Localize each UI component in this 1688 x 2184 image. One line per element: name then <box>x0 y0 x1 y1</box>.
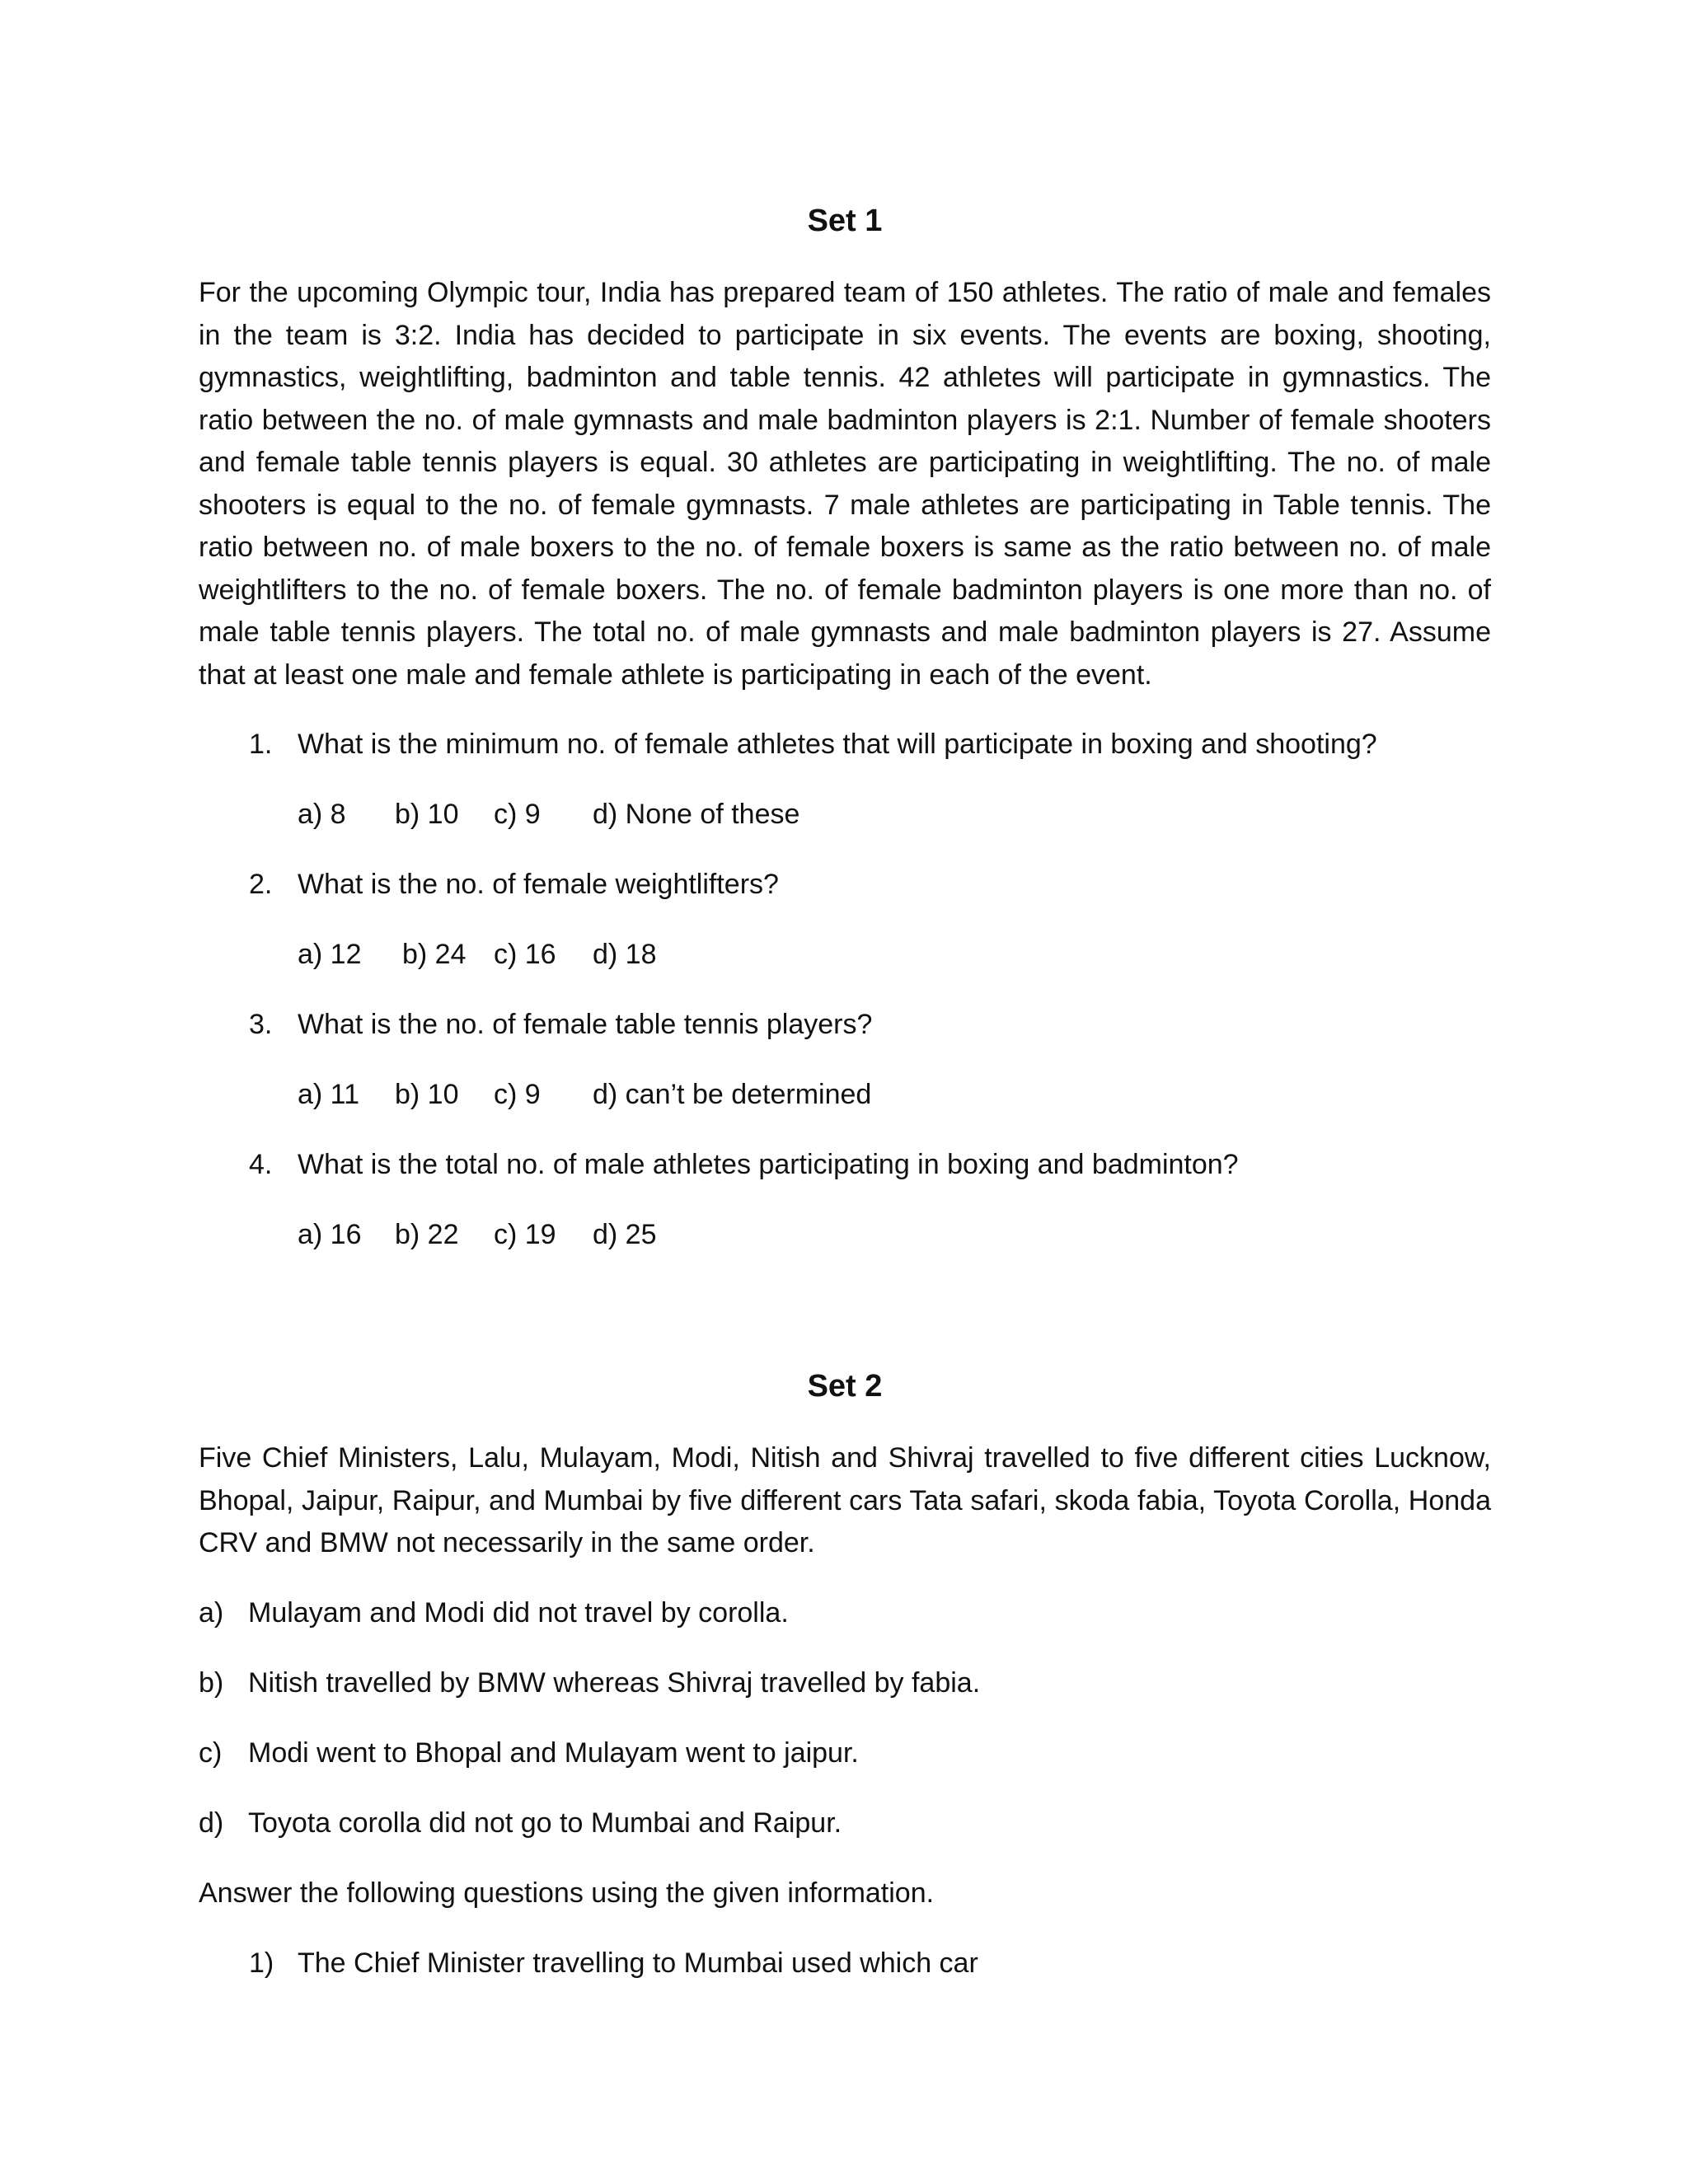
question-text: What is the no. of female weightlifters? <box>298 869 779 900</box>
option-b: b) 22 <box>395 1219 459 1250</box>
set2-condition-list <box>199 1592 1491 1844</box>
set1-paragraph: For the upcoming Olympic tour, India has prepared team of 150 athletes. The ratio of male and females in the team is 3:2. India has decided to participate in six events. The events are boxing, shooting, gymnastics, weightlifting, badminton and table tennis. 42 athletes will participate in gymnastics. The ratio between the no. of male gymnasts and male badminton players is 2:1. Number of female shooters and female table tennis players is equal. 30 athletes are participating in weightlifting. The no. of male shooters is equal to the no. of female gymnasts. 7 male athletes are participating in Table tennis. The ratio between no. of male boxers to the no. of female boxers is same as the ratio between no. of male weightlifters to the no. of female boxers. The no. of female badminton players is one more than no. of male table tennis players. The total no. of male gymnasts and male badminton players is 27. Assume that at least one male and female athlete is participating in each of the event. <box>199 277 1491 691</box>
question-text: What is the minimum no. of female athletes that will participate in boxing and shooting? <box>298 729 1377 760</box>
question-text: The Chief Minister travelling to Mumbai used which car <box>298 1947 978 1979</box>
option-c: c) 9 <box>494 1079 541 1110</box>
question-3 <box>199 1004 1491 1046</box>
option-a: a) 12 <box>298 939 362 970</box>
option-d: d) 25 <box>593 1219 657 1250</box>
condition-a <box>199 1592 1491 1634</box>
condition-text: Toyota corolla did not go to Mumbai and Raipur. <box>248 1807 842 1839</box>
set2-section <box>199 1366 1491 1985</box>
question-number: 1) <box>249 1947 274 1979</box>
question-number: 2. <box>249 869 273 900</box>
option-c: c) 16 <box>494 939 556 970</box>
question-4 <box>199 1144 1491 1186</box>
question-1-options <box>199 794 1491 836</box>
option-d: d) 18 <box>593 939 657 970</box>
option-a: a) 11 <box>298 1079 359 1110</box>
set2-instruction: Answer the following questions using the given information. <box>199 1877 935 1909</box>
option-c: c) 9 <box>494 799 541 830</box>
question-3-options <box>199 1074 1491 1116</box>
question-text: What is the no. of female table tennis players? <box>298 1009 873 1040</box>
set1-title: Set 1 <box>807 204 883 238</box>
question-number: 1. <box>249 729 273 760</box>
option-d: d) can’t be determined <box>593 1079 872 1110</box>
condition-letter: c) <box>199 1736 223 1769</box>
question-number: 4. <box>249 1149 273 1180</box>
condition-text: Nitish travelled by BMW whereas Shivraj travelled by fabia. <box>248 1666 981 1699</box>
condition-text: Modi went to Bhopal and Mulayam went to jaipur. <box>248 1736 859 1769</box>
condition-b <box>199 1662 1491 1704</box>
question-1 <box>199 724 1491 766</box>
question-text: What is the total no. of male athletes participating in boxing and badminton? <box>298 1149 1239 1180</box>
option-d: d) None of these <box>593 799 800 830</box>
option-b: b) 10 <box>395 799 459 830</box>
condition-text: Mulayam and Modi did not travel by corolla. <box>248 1596 789 1629</box>
option-a: a) 16 <box>298 1219 362 1250</box>
condition-letter: a) <box>199 1596 224 1629</box>
set1-section <box>199 200 1491 1256</box>
option-a: a) 8 <box>298 799 346 830</box>
set2-paragraph: Five Chief Ministers, Lalu, Mulayam, Modi, Nitish and Shivraj travelled to five different cities Lucknow, Bhopal, Jaipur, Raipur, and Mumbai by five different cars Tata safari, skoda fabia, Toyota Corolla, Honda CRV and BMW not necessarily in the same order. <box>199 1442 1491 1558</box>
condition-d <box>199 1802 1491 1844</box>
condition-letter: b) <box>199 1666 224 1699</box>
question-4-options <box>199 1214 1491 1256</box>
set2-title: Set 2 <box>807 1369 883 1404</box>
set2-question-list <box>199 1943 1491 1985</box>
set2-question-1 <box>199 1943 1491 1985</box>
question-2-options <box>199 934 1491 976</box>
condition-c <box>199 1732 1491 1774</box>
option-b: b) 10 <box>395 1079 459 1110</box>
option-c: c) 19 <box>494 1219 556 1250</box>
question-2 <box>199 864 1491 906</box>
option-b: b) 24 <box>402 939 467 970</box>
question-number: 3. <box>249 1009 273 1040</box>
condition-letter: d) <box>199 1807 224 1839</box>
set1-question-list <box>199 724 1491 1256</box>
